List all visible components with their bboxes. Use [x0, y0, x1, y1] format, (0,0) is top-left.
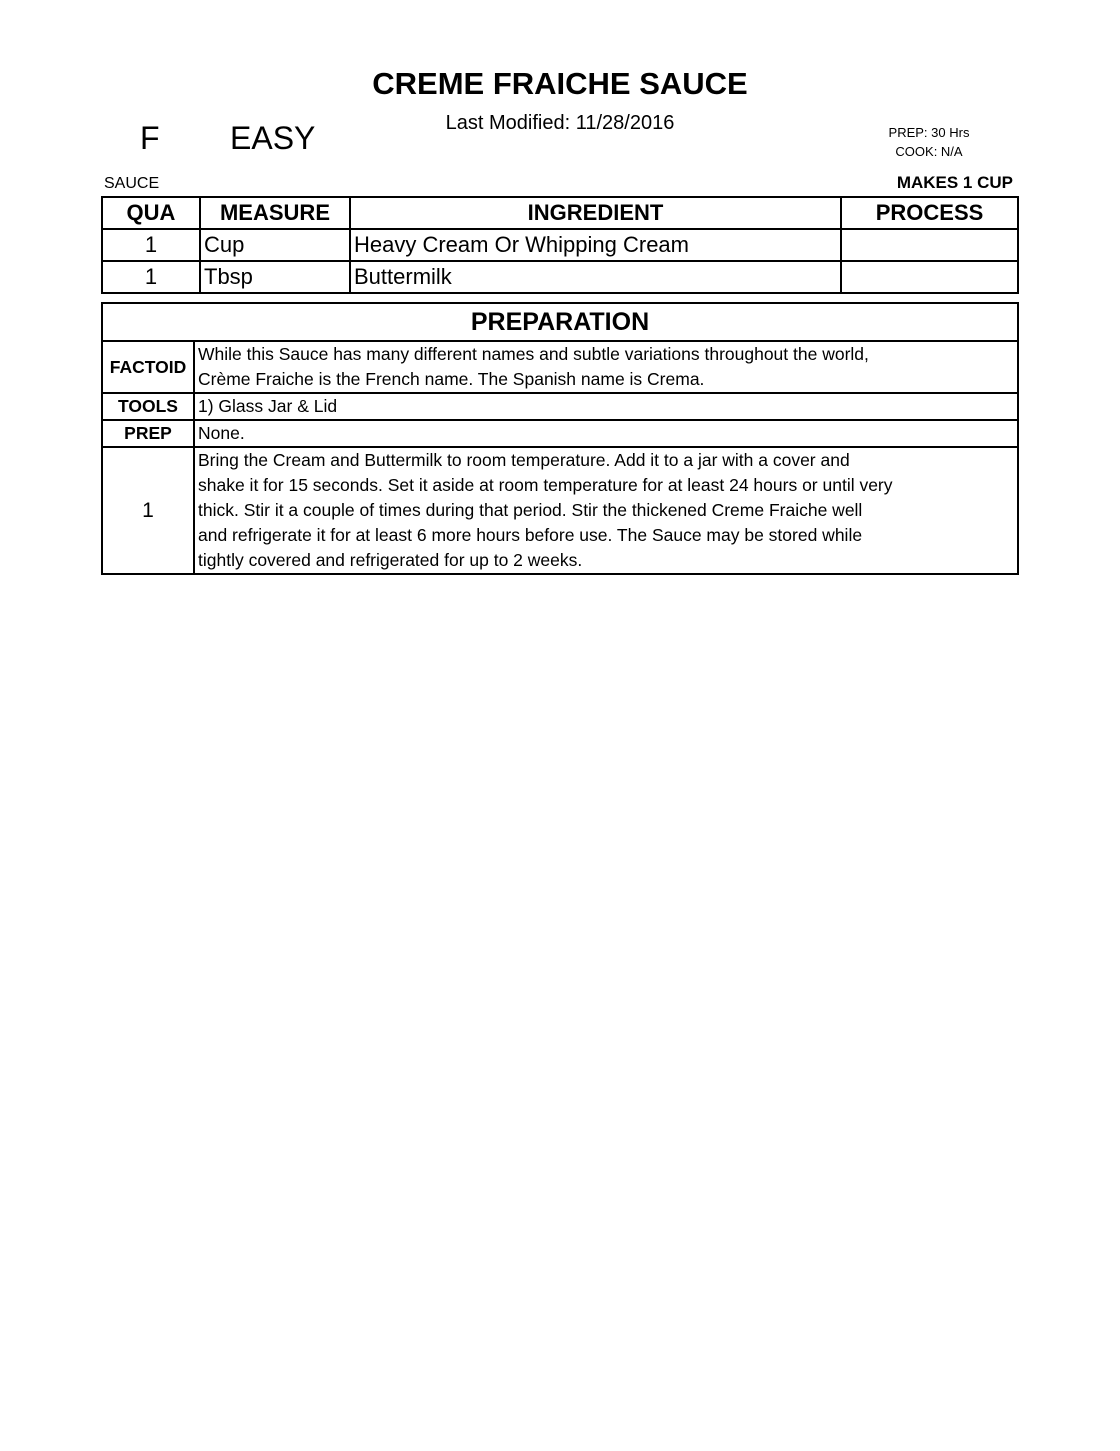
tools-label: TOOLS: [102, 393, 194, 420]
preparation-table: [101, 302, 1019, 575]
tools-row: [102, 393, 1018, 420]
ingredients-table: [101, 196, 1019, 294]
step-line: and refrigerate it for at least 6 more hours before use. The Sauce may be stored while: [198, 525, 863, 545]
factoid-row: [102, 341, 1018, 393]
ingredient-name: Buttermilk: [350, 261, 841, 293]
col-ingredient: INGREDIENT: [350, 197, 841, 229]
col-measure: MEASURE: [200, 197, 350, 229]
ingredient-process: [841, 261, 1018, 293]
section-label: SAUCE: [104, 175, 160, 192]
step-line: shake it for 15 seconds. Set it aside at room temperature for at least 24 hours or until very: [198, 475, 893, 495]
ingredient-measure: Cup: [200, 229, 350, 261]
difficulty: EASY: [230, 120, 316, 156]
factoid-text: [194, 341, 1018, 393]
cook-time: COOK: N/A: [895, 144, 963, 159]
step-text: [194, 447, 1018, 574]
preparation-heading: PREPARATION: [102, 303, 1018, 341]
col-process: PROCESS: [841, 197, 1018, 229]
tools-text: 1) Glass Jar & Lid: [194, 393, 1018, 420]
prep-label: PREP: [102, 420, 194, 447]
yield: MAKES 1 CUP: [896, 173, 1013, 192]
ingredient-name: Heavy Cream Or Whipping Cream: [350, 229, 841, 261]
recipe-title: CREME FRAICHE SAUCE: [372, 66, 748, 101]
step-number: 1: [102, 447, 194, 574]
col-qua: QUA: [102, 197, 200, 229]
factoid-label: FACTOID: [102, 341, 194, 393]
step-line: Bring the Cream and Buttermilk to room temperature. Add it to a jar with a cover and: [198, 450, 850, 470]
time-info: [870, 123, 988, 161]
factoid-line: Crème Fraiche is the French name. The Spanish name is Crema.: [198, 369, 705, 389]
ingredient-row: [102, 261, 1018, 293]
preparation-header-row: [102, 303, 1018, 341]
prep-text: None.: [194, 420, 1018, 447]
ingredient-process: [841, 229, 1018, 261]
category-code: F: [140, 120, 160, 156]
ingredient-qua: 1: [102, 261, 200, 293]
ingredient-qua: 1: [102, 229, 200, 261]
prep-time: PREP: 30 Hrs: [888, 125, 970, 140]
step-line: thick. Stir it a couple of times during that period. Stir the thickened Creme Fraiche well: [198, 500, 863, 520]
factoid-line: While this Sauce has many different names and subtle variations throughout the world,: [198, 344, 869, 364]
ingredient-measure: Tbsp: [200, 261, 350, 293]
ingredients-header-row: [102, 197, 1018, 229]
step-line: tightly covered and refrigerated for up to 2 weeks.: [198, 550, 583, 570]
step-row: [102, 447, 1018, 574]
last-modified: Last Modified: 11/28/2016: [445, 112, 675, 134]
prep-row: [102, 420, 1018, 447]
ingredient-row: [102, 229, 1018, 261]
